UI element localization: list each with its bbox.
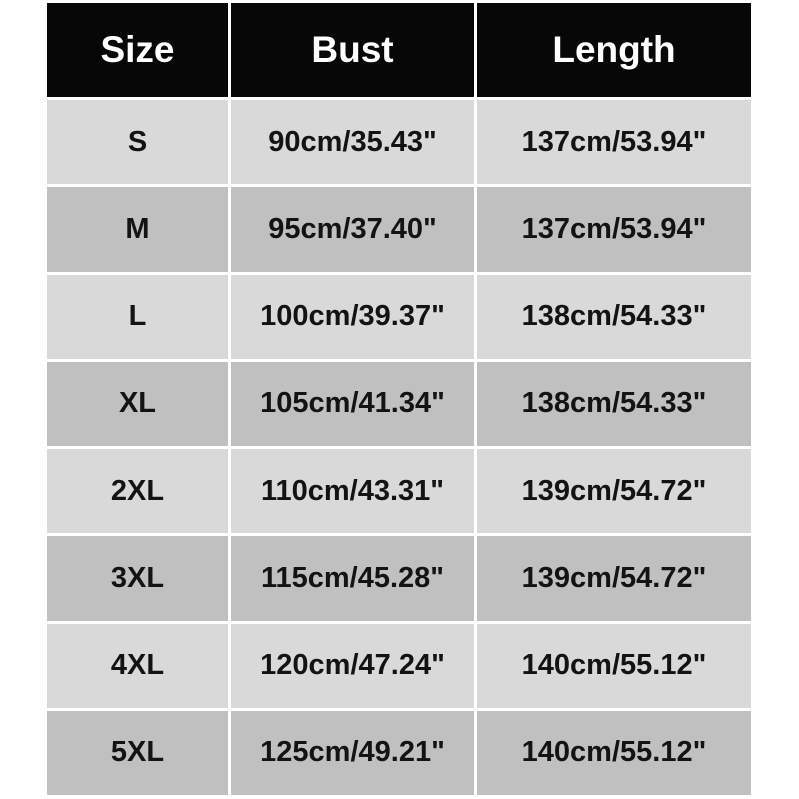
size-cell: M [47, 187, 228, 271]
length-cell: 137cm/53.94" [477, 100, 751, 184]
column-header-bust: Bust [231, 3, 474, 97]
length-cell: 137cm/53.94" [477, 187, 751, 271]
bust-cell: 100cm/39.37" [231, 275, 474, 359]
length-cell: 140cm/55.12" [477, 711, 751, 795]
length-cell: 138cm/54.33" [477, 362, 751, 446]
bust-cell: 105cm/41.34" [231, 362, 474, 446]
length-cell: 138cm/54.33" [477, 275, 751, 359]
bust-cell: 120cm/47.24" [231, 624, 474, 708]
length-cell: 139cm/54.72" [477, 449, 751, 533]
bust-cell: 95cm/37.40" [231, 187, 474, 271]
bust-cell: 110cm/43.31" [231, 449, 474, 533]
column-header-size: Size [47, 3, 228, 97]
size-cell: 3XL [47, 536, 228, 620]
bust-cell: 125cm/49.21" [231, 711, 474, 795]
size-cell: 2XL [47, 449, 228, 533]
size-cell: S [47, 100, 228, 184]
size-cell: 4XL [47, 624, 228, 708]
size-cell: L [47, 275, 228, 359]
bust-cell: 90cm/35.43" [231, 100, 474, 184]
length-cell: 140cm/55.12" [477, 624, 751, 708]
size-chart-table [47, 3, 751, 795]
size-cell: 5XL [47, 711, 228, 795]
column-header-length: Length [477, 3, 751, 97]
length-cell: 139cm/54.72" [477, 536, 751, 620]
size-cell: XL [47, 362, 228, 446]
bust-cell: 115cm/45.28" [231, 536, 474, 620]
